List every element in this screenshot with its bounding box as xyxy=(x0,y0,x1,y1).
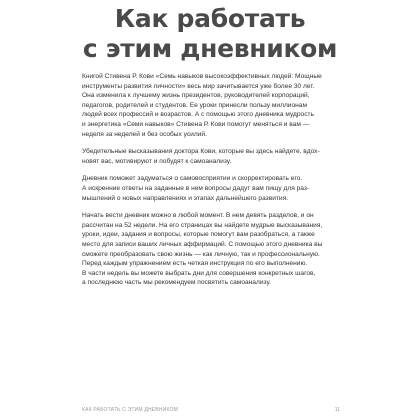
running-head: КАК РАБОТАТЬ С ЭТИМ ДНЕВНИКОМ xyxy=(82,407,178,413)
paragraph-intro xyxy=(82,72,340,139)
text-line: Начать вести дневник можно в любой момент. В нем девять разделов, и он xyxy=(82,212,314,220)
text-line: Убедительные высказывания доктора Кови, которые вы здесь найдете, вдох- xyxy=(82,148,320,156)
page-title-line-1: Как работать xyxy=(114,4,306,33)
page-title-line-2: с этим дневником xyxy=(82,34,338,63)
text-line: уроки, идеи, задания и вопросы, которые помогут вам разобраться, а также xyxy=(82,231,315,239)
body-text xyxy=(82,72,340,296)
text-line: В части недель вы можете выбрать дни для совершения конкретных шагов, xyxy=(82,269,316,277)
paragraph-quotes xyxy=(82,147,340,166)
text-line: мышлений о новых направлениях и этапах дальнейшего развития. xyxy=(82,194,288,202)
text-line: неделя за неделей и без особых усилий. xyxy=(82,130,207,138)
text-line: инструменты развития личности» весь мир зачитывается уже более 30 лет. xyxy=(82,82,315,90)
text-line: новят вас, мотивируют и побудят к самоанализу. xyxy=(82,157,232,165)
text-line: рассчитан на 52 недели. На его страницах вы найдете мудрые высказывания, xyxy=(82,221,323,229)
text-line: Книгой Стивена Р. Кови «Семь навыков высокоэффективных людей: Мощные xyxy=(82,73,322,80)
text-line: сможете преобразовать свою жизнь — как личную, так и профессиональную. xyxy=(82,250,320,258)
text-line: Она изменила к лучшему жизнь президентов, руководителей корпораций, xyxy=(82,92,310,100)
paragraph-self-perception xyxy=(82,174,340,203)
page-footer xyxy=(82,406,340,416)
text-line: место для записи ваших личных аффирмаций. С помощью этого дневника вы xyxy=(82,240,323,248)
page-title xyxy=(40,4,380,64)
text-line: и энергетика «Семи навыков» Стивена Р. Кови помогут меняться и вам — xyxy=(82,120,310,128)
text-line: людей всех профессий и возрастов. А с помощью этого дневника мудрость xyxy=(82,111,314,119)
text-line: а последнюю часть мы рекомендуем посвятить самоанализу. xyxy=(82,279,271,287)
paragraph-structure xyxy=(82,211,340,288)
text-line: Дневник поможет задуматься о самовосприятии и скорректировать его. xyxy=(82,175,303,183)
text-line: Перед каждым упражнением есть четкая инструкция по его выполнению. xyxy=(82,260,308,268)
text-line: А искренние ответы на заданные в нем вопросы дадут вам пищу для раз- xyxy=(82,184,310,192)
page-number: 11 xyxy=(334,407,340,413)
text-line: педагогов, родителей и студентов. Ее уроки принесли пользу миллионам xyxy=(82,101,307,109)
